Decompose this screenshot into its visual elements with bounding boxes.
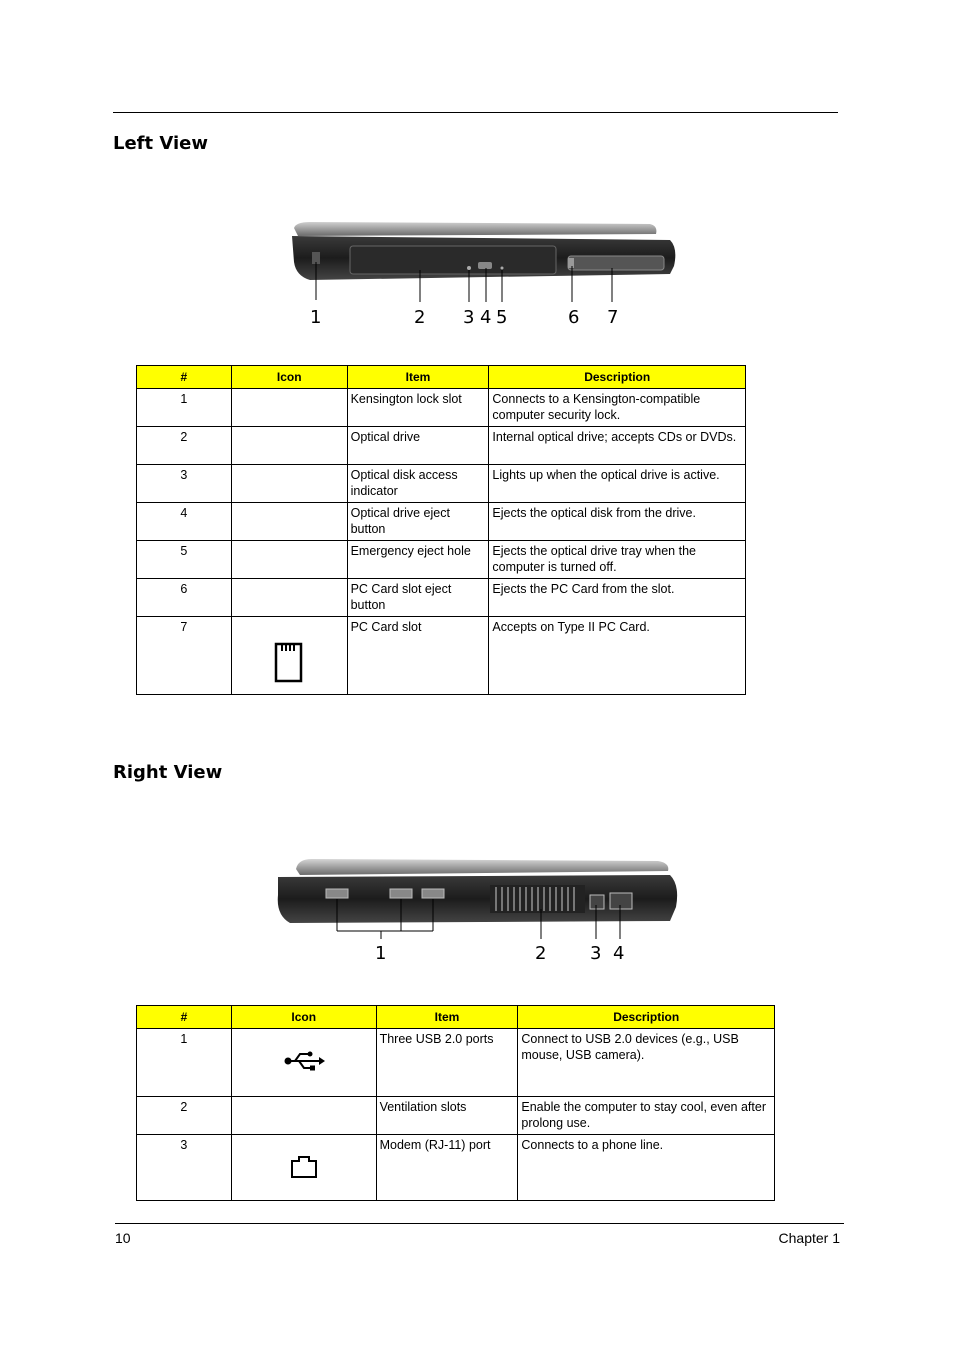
row-item: Ventilation slots — [376, 1097, 518, 1135]
column-header: Icon — [231, 1006, 376, 1029]
row-description: Ejects the optical drive tray when the computer is turned off. — [489, 541, 746, 579]
left-view-table — [136, 365, 746, 695]
row-number: 7 — [137, 617, 232, 695]
left-view-laptop-image — [250, 190, 710, 335]
left-callout-3: 3 — [463, 307, 475, 328]
column-header: Icon — [231, 366, 347, 389]
right-callout-1: 1 — [375, 943, 387, 964]
table-row — [137, 1135, 775, 1201]
row-icon-cell — [231, 503, 347, 541]
table-row — [137, 1097, 775, 1135]
laptop-lid — [294, 222, 656, 236]
card-eject-shape — [568, 258, 574, 268]
column-header: # — [137, 1006, 232, 1029]
table-row — [137, 579, 746, 617]
table-row — [137, 465, 746, 503]
row-number: 2 — [137, 427, 232, 465]
lan-port-shape — [610, 893, 632, 909]
row-description: Connects to a Kensington-compatible computer security lock. — [489, 389, 746, 427]
column-header: Item — [347, 366, 489, 389]
column-header: Item — [376, 1006, 518, 1029]
table-row — [137, 503, 746, 541]
left-callout-1: 1 — [310, 307, 322, 328]
left-callout-4: 4 — [480, 307, 492, 328]
row-number: 3 — [137, 465, 232, 503]
row-description: Accepts on Type II PC Card. — [489, 617, 746, 695]
row-icon-cell — [231, 465, 347, 503]
row-item: Optical disk access indicator — [347, 465, 489, 503]
row-item: Three USB 2.0 ports — [376, 1029, 518, 1097]
laptop-lid — [296, 859, 668, 875]
optical-drive-tray — [350, 246, 556, 274]
row-number: 6 — [137, 579, 232, 617]
row-number: 5 — [137, 541, 232, 579]
row-number: 2 — [137, 1097, 232, 1135]
row-number: 1 — [137, 1029, 232, 1097]
row-description: Connect to USB 2.0 devices (e.g., USB mouse, USB camera). — [518, 1029, 775, 1097]
row-item: PC Card slot eject button — [347, 579, 489, 617]
table-header-row — [137, 366, 746, 389]
right-view-table — [136, 1005, 775, 1201]
usb-port-3 — [422, 889, 444, 898]
row-number: 1 — [137, 389, 232, 427]
pc-card-slot-shape — [568, 256, 664, 270]
table-row — [137, 427, 746, 465]
row-number: 3 — [137, 1135, 232, 1201]
page-number: 10 — [115, 1230, 131, 1246]
column-header: Description — [518, 1006, 775, 1029]
modem-port-shape — [590, 895, 604, 909]
table-row — [137, 389, 746, 427]
left-view-heading: Left View — [113, 133, 209, 154]
disk-indicator-shape — [467, 266, 471, 270]
row-item: Kensington lock slot — [347, 389, 489, 427]
row-icon-cell — [231, 1097, 376, 1135]
row-item: Optical drive — [347, 427, 489, 465]
row-item: PC Card slot — [347, 617, 489, 695]
row-icon-cell — [231, 541, 347, 579]
row-description: Enable the computer to stay cool, even after prolong use. — [518, 1097, 775, 1135]
modem-icon — [290, 1155, 318, 1179]
row-icon-cell — [231, 1029, 376, 1097]
table-header-row — [137, 1006, 775, 1029]
left-callout-5: 5 — [496, 307, 508, 328]
row-number: 4 — [137, 503, 232, 541]
row-description: Internal optical drive; accepts CDs or DVDs. — [489, 427, 746, 465]
table-row — [137, 617, 746, 695]
row-icon-cell — [231, 579, 347, 617]
usb-port-1 — [326, 889, 348, 898]
row-item: Emergency eject hole — [347, 541, 489, 579]
table-row — [137, 1029, 775, 1097]
right-callout-3: 3 — [590, 943, 602, 964]
usb-port-2 — [390, 889, 412, 898]
usb-icon — [283, 1051, 325, 1071]
emergency-hole-shape — [501, 267, 504, 270]
right-callout-2: 2 — [535, 943, 547, 964]
row-icon-cell — [231, 389, 347, 427]
right-view-laptop-image — [250, 825, 710, 970]
left-callout-6: 6 — [568, 307, 580, 328]
top-rule — [113, 112, 838, 113]
table-row — [137, 541, 746, 579]
row-icon-cell — [231, 617, 347, 695]
left-callout-7: 7 — [607, 307, 619, 328]
pc-card-icon — [274, 641, 304, 685]
chapter-label: Chapter 1 — [778, 1230, 840, 1246]
right-view-heading: Right View — [113, 762, 223, 783]
row-item: Optical drive eject button — [347, 503, 489, 541]
eject-button-shape — [478, 262, 492, 269]
bottom-rule — [115, 1223, 844, 1224]
column-header: Description — [489, 366, 746, 389]
left-callout-2: 2 — [414, 307, 426, 328]
row-item: Modem (RJ-11) port — [376, 1135, 518, 1201]
row-description: Lights up when the optical drive is active. — [489, 465, 746, 503]
row-icon-cell — [231, 1135, 376, 1201]
row-description: Ejects the PC Card from the slot. — [489, 579, 746, 617]
row-description: Ejects the optical disk from the drive. — [489, 503, 746, 541]
right-callout-4: 4 — [613, 943, 625, 964]
row-description: Connects to a phone line. — [518, 1135, 775, 1201]
column-header: # — [137, 366, 232, 389]
row-icon-cell — [231, 427, 347, 465]
